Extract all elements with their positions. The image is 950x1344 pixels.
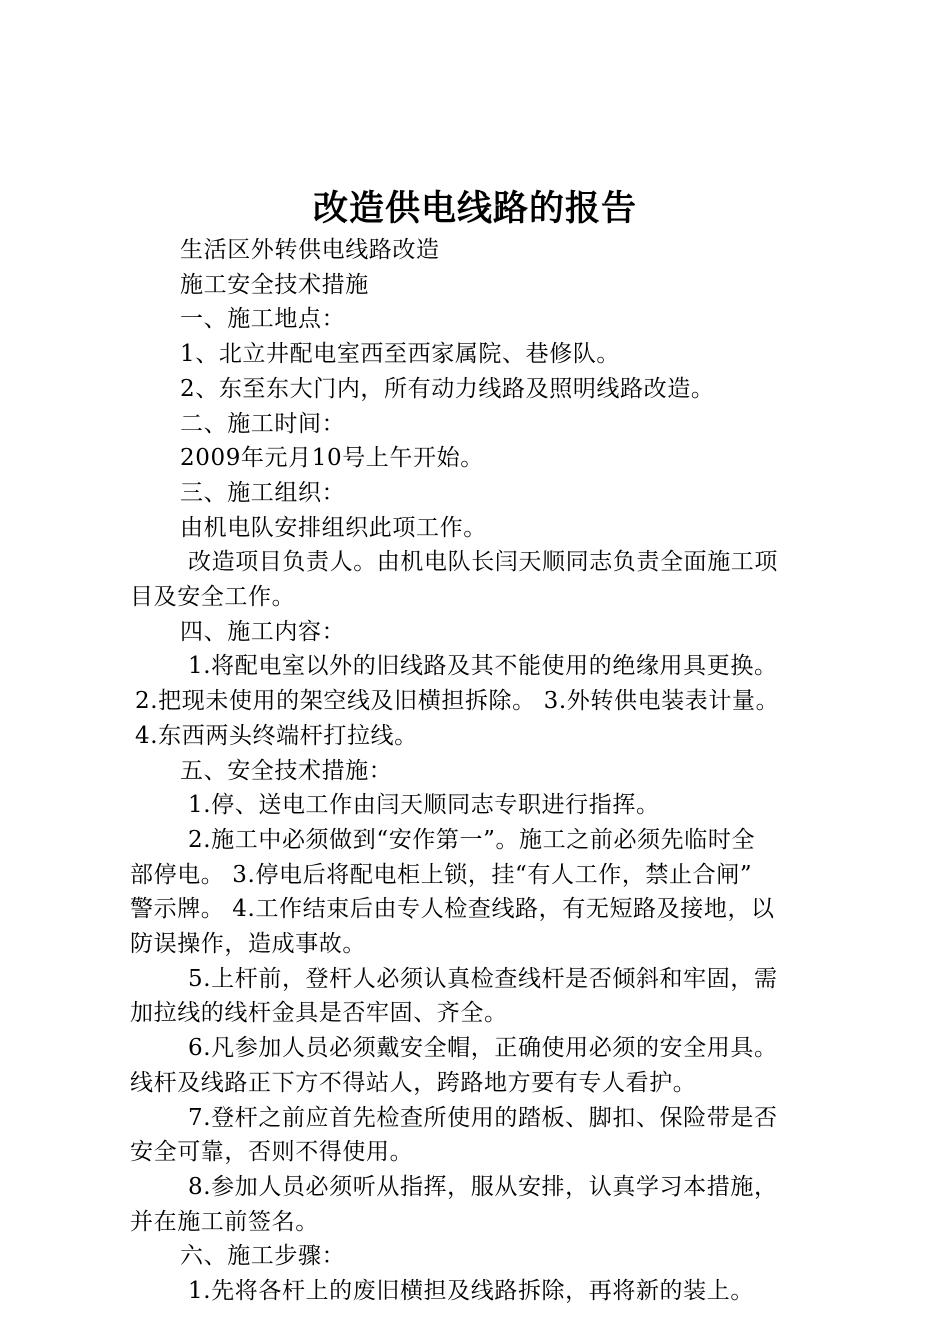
paragraph: [130, 823, 832, 962]
paragraph-line: 2009年元月10号上午开始。: [180, 445, 484, 472]
paragraph: [130, 962, 832, 1031]
paragraph: [130, 1031, 832, 1100]
document-body: [130, 233, 832, 1309]
subtitle-line: 施工安全技术措施: [180, 271, 369, 298]
paragraph-line: 8.参加人员必须听从指挥，服从安排，认真学习本措施，: [188, 1173, 778, 1200]
section-heading: 三、施工组织：: [180, 479, 346, 506]
paragraph: [130, 1101, 832, 1170]
paragraph-line: 7.登杆之前应首先检查所使用的踏板、脚扣、保险带是否: [188, 1104, 778, 1131]
list-item: 1、北立井配电室西至西家属院、巷修队。: [180, 341, 621, 368]
paragraph-line: 部停电。 3.停电后将配电柜上锁，挂“有人工作，禁止合闸”: [130, 861, 753, 888]
list-item: 1.停、送电工作由闫天顺同志专职进行指挥。: [188, 792, 660, 819]
paragraph-line: 2.施工中必须做到“安作第一”。施工之前必须先临时全: [188, 826, 756, 853]
section-heading: 四、施工内容：: [180, 618, 346, 645]
paragraph: [130, 1170, 832, 1239]
paragraph-line: 改造项目负责人。由机电队长闫天顺同志负责全面施工项: [188, 549, 778, 576]
paragraph-line: 4.东西两头终端杆打拉线。: [135, 722, 418, 749]
document-title: 改造供电线路的报告: [312, 189, 637, 229]
paragraph-line: 6.凡参加人员必须戴安全帽，正确使用必须的安全用具。: [188, 1035, 778, 1062]
section-heading: 六、施工步骤：: [180, 1243, 346, 1270]
paragraph-line: 1.将配电室以外的旧线路及其不能使用的绝缘用具更换。: [188, 653, 778, 680]
paragraph-line: 警示牌。 4.工作结束后由专人检查线路，有无短路及接地，以: [130, 896, 775, 923]
paragraph-line: 2.把现未使用的架空线及旧横担拆除。 3.外转供电装表计量。: [135, 688, 780, 715]
list-item: 1.先将各杆上的废旧横担及线路拆除，再将新的装上。: [188, 1278, 754, 1305]
section-heading: 一、施工地点：: [180, 306, 346, 333]
list-item: 2、东至东大门内，所有动力线路及照明线路改造。: [180, 375, 715, 402]
paragraph-line: 安全可靠，否则不得使用。: [130, 1139, 414, 1166]
paragraph-line: 由机电队安排组织此项工作。: [180, 514, 487, 541]
paragraph-line: 5.上杆前，登杆人必须认真检查线杆是否倾斜和牢固，需: [188, 965, 778, 992]
paragraph: [130, 649, 832, 753]
paragraph-line: 目及安全工作。: [130, 584, 296, 611]
paragraph: [130, 545, 832, 614]
paragraph-line: 并在施工前签名。: [130, 1208, 319, 1235]
subtitle-line: 生活区外转供电线路改造: [180, 237, 440, 263]
paragraph-line: 防误操作，造成事故。: [130, 931, 366, 958]
section-heading: 五、安全技术措施：: [180, 757, 393, 784]
paragraph-line: 线杆及线路正下方不得站人，跨路地方要有专人看护。: [130, 1069, 697, 1096]
paragraph-line: 加拉线的线杆金具是否牢固、齐全。: [130, 1000, 508, 1027]
section-heading: 二、施工时间：: [180, 410, 346, 437]
